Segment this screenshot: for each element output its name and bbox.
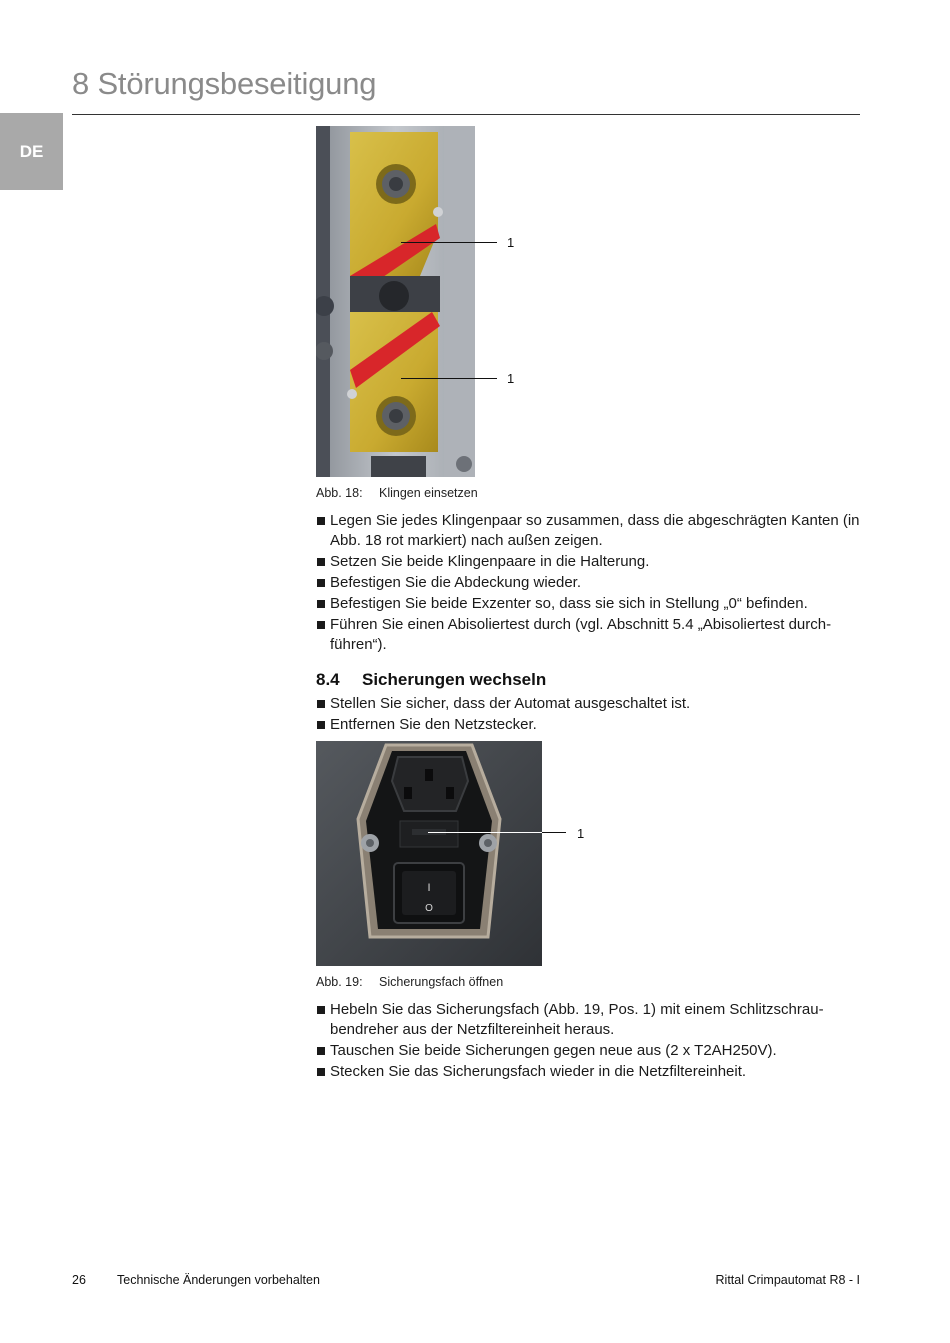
- list-item: Stecken Sie das Sicherungsfach wieder in die Netzfiltereinheit.: [316, 1062, 861, 1082]
- list-item: Tauschen Sie beide Sicherungen gegen neue aus (2 x T2AH250V).: [316, 1041, 861, 1061]
- figure-19-callout-line-outer: [542, 832, 566, 833]
- list-item: Hebeln Sie das Sicherungsfach (Abb. 19, Pos. 1) mit einem Schlitzschrau-bendreher aus der Netzfiltereinheit heraus.: [316, 1000, 861, 1040]
- section-title: Sicherungen wechseln: [362, 670, 547, 689]
- instruction-list-3: [316, 1000, 861, 1083]
- switch-off-symbol: O: [425, 903, 433, 914]
- list-item: Befestigen Sie die Abdeckung wieder.: [316, 573, 861, 593]
- figure-18-caption: [316, 486, 478, 500]
- figure-18-callout-line-2: [401, 378, 497, 379]
- section-number: 8.4: [316, 670, 340, 689]
- figure-19-callout-1: 1: [577, 826, 585, 841]
- footer-page-number: 26: [72, 1273, 86, 1287]
- figure-19-fuse-module-photo: [316, 741, 542, 966]
- list-item: Entfernen Sie den Netzstecker.: [316, 715, 861, 735]
- instruction-list-1: [316, 511, 861, 656]
- caption-text: Klingen einsetzen: [379, 486, 478, 500]
- instruction-list-2: [316, 694, 861, 736]
- figure-18-callout-line-1: [401, 242, 497, 243]
- figure-18-callout-1: 1: [507, 235, 515, 250]
- footer-product-name: Rittal Crimpautomat R8 - I: [715, 1273, 860, 1287]
- language-tab: DE: [0, 113, 63, 190]
- list-item: Befestigen Sie beide Exzenter so, dass sie sich in Stellung „0“ befinden.: [316, 594, 861, 614]
- title-rule: [72, 114, 860, 115]
- chapter-title: 8 Störungsbeseitigung: [72, 66, 377, 101]
- list-item: Führen Sie einen Abisoliertest durch (vgl. Abschnitt 5.4 „Abisoliertest durch-führen“).: [316, 615, 861, 655]
- section-heading: [316, 670, 546, 690]
- list-item: Setzen Sie beide Klingenpaare in die Halterung.: [316, 552, 861, 572]
- figure-18-blades-photo: [316, 126, 475, 477]
- list-item: Legen Sie jedes Klingenpaar so zusammen, dass die abgeschrägten Kanten (in Abb. 18 rot markiert) nach außen zeigen.: [316, 511, 861, 551]
- footer-disclaimer: Technische Änderungen vorbehalten: [117, 1273, 320, 1287]
- caption-label: Abb. 19:: [316, 975, 363, 989]
- figure-18-callout-2: 1: [507, 371, 515, 386]
- list-item: Stellen Sie sicher, dass der Automat ausgeschaltet ist.: [316, 694, 861, 714]
- figure-19-caption: [316, 975, 503, 989]
- caption-text: Sicherungsfach öffnen: [379, 975, 504, 989]
- switch-on-symbol: I: [427, 882, 431, 894]
- caption-label: Abb. 18:: [316, 486, 363, 500]
